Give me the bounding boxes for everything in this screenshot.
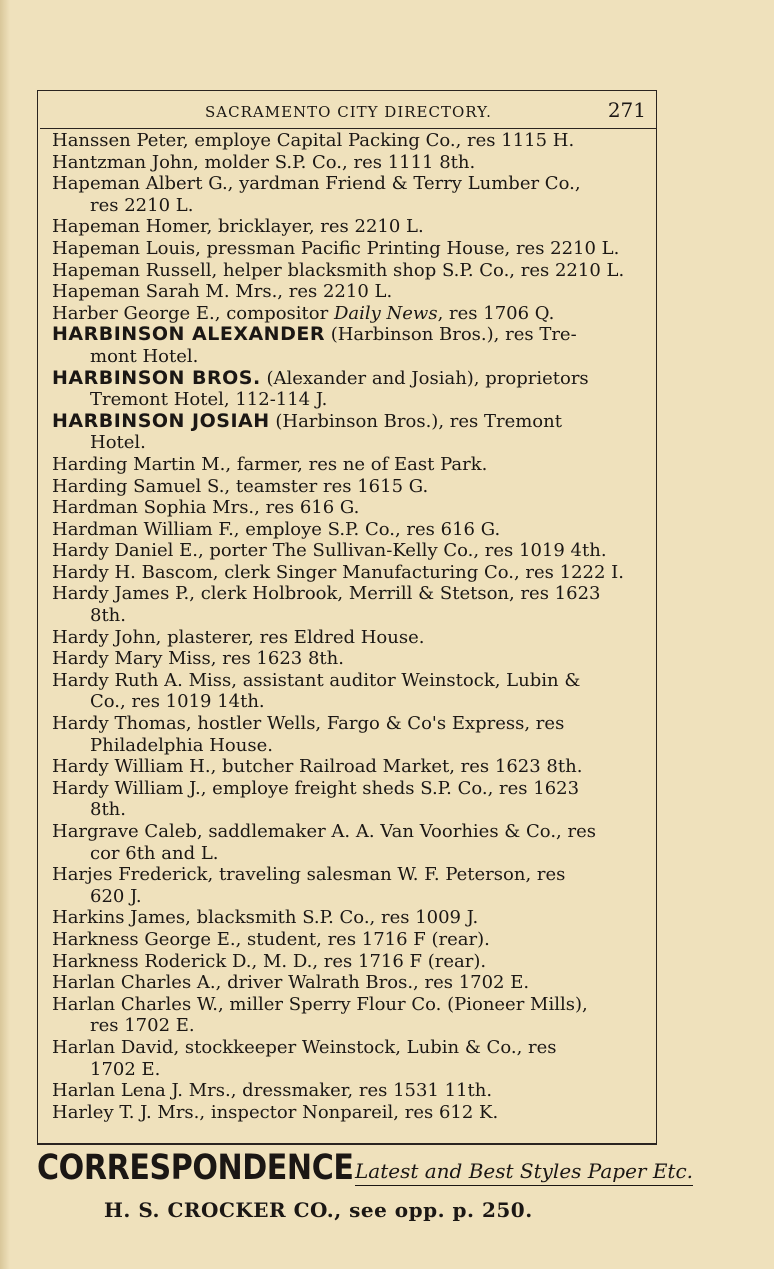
entry-continuation: cor 6th and L.: [90, 842, 219, 864]
ad-headline: CORRESPONDENCE: [37, 1148, 354, 1188]
directory-entry: [52, 713, 648, 756]
publication-name: Daily News: [333, 302, 438, 324]
entry-line: Hardy Mary Miss, res 1623 8th.: [52, 648, 344, 670]
directory-entry: [52, 540, 648, 562]
entry-name: HARBINSON JOSIAH: [52, 409, 270, 432]
entry-line: Hardy John, plasterer, res Eldred House.: [52, 626, 425, 648]
directory-entry: [52, 454, 648, 476]
entry-line: Hapeman Louis, pressman Pacific Printing House, res 2210 L.: [52, 237, 620, 259]
entry-line: Hardy H. Bascom, clerk Singer Manufacturing Co., res 1222 I.: [52, 561, 625, 583]
entry-line: Hargrave Caleb, saddlemaker A. A. Van Voorhies & Co., res: [52, 821, 596, 842]
directory-entry: [52, 583, 648, 626]
running-header: [40, 98, 648, 124]
entry-line: Harding Martin M., farmer, res ne of East Park.: [52, 453, 488, 475]
directory-entry: [52, 476, 648, 498]
entry-line: Hardy James P., clerk Holbrook, Merrill & Stetson, res 1623: [52, 583, 601, 605]
directory-entry: [52, 1080, 648, 1102]
entry-line: [52, 303, 554, 324]
entry-line: Hapeman Albert G., yardman Friend & Terry Lumber Co.,: [52, 173, 581, 195]
entry-line: Harkness George E., student, res 1716 F (rear).: [52, 928, 490, 950]
entry-continuation: res 1702 E.: [90, 1015, 195, 1037]
entry-line: Hardman William F., employe S.P. Co., res 616 G.: [52, 518, 501, 540]
entry-line: Hardy Daniel E., porter The Sullivan-Kelly Co., res 1019 4th.: [52, 540, 607, 562]
directory-entry: [52, 951, 648, 973]
entry-line: [52, 368, 589, 389]
entry-line: Hardy William J., employe freight sheds S.P. Co., res 1623: [52, 777, 580, 799]
directory-entry: [52, 994, 648, 1037]
entry-line: Harding Samuel S., teamster res 1615 G.: [52, 475, 429, 497]
directory-title: SACRAMENTO CITY DIRECTORY.: [205, 103, 492, 121]
directory-entry: [52, 324, 648, 367]
entry-name: HARBINSON BROS.: [52, 366, 261, 389]
directory-entry: [52, 173, 648, 216]
directory-entry: [52, 519, 648, 541]
directory-entry: [52, 1102, 648, 1124]
entry-line: [52, 411, 562, 432]
directory-entry: [52, 864, 648, 907]
header-rule: [40, 128, 657, 129]
entry-continuation: Philadelphia House.: [90, 734, 273, 756]
entry-continuation: res 2210 L.: [90, 194, 194, 216]
entry-continuation: 8th.: [90, 605, 126, 627]
directory-entry: [52, 152, 648, 174]
entry-details: (Alexander and Josiah), proprietors: [260, 367, 589, 389]
entry-line: Hantzman John, molder S.P. Co., res 1111 8th.: [52, 151, 476, 173]
entry-line: Harlan Charles A., driver Walrath Bros., res 1702 E.: [52, 972, 530, 994]
entry-line: Harkness Roderick D., M. D., res 1716 F (rear).: [52, 950, 487, 972]
entry-line: Hapeman Sarah M. Mrs., res 2210 L.: [52, 281, 393, 303]
entry-continuation: 8th.: [90, 799, 126, 821]
directory-entry: [52, 670, 648, 713]
page-edge: [0, 0, 10, 1269]
directory-entry: [52, 216, 648, 238]
entry-line: Harley T. J. Mrs., inspector Nonpareil, res 612 K.: [52, 1101, 499, 1123]
directory-entry: [52, 562, 648, 584]
entry-line: Harlan David, stockkeeper Weinstock, Lubin & Co., res: [52, 1036, 557, 1058]
page-number: 271: [607, 98, 646, 122]
entry-name: HARBINSON ALEXANDER: [52, 323, 325, 346]
entry-line: Hanssen Peter, employe Capital Packing Co., res 1115 H.: [52, 130, 575, 151]
ad-publisher: H. S. CROCKER CO., see opp. p. 250.: [104, 1198, 533, 1222]
entry-text: , res 1706 Q.: [437, 302, 555, 324]
directory-entry: [52, 303, 648, 325]
entry-line: [52, 324, 577, 345]
directory-entry: [52, 260, 648, 282]
entry-continuation: 620 J.: [90, 885, 142, 907]
advertisement: [37, 1148, 694, 1192]
ad-tagline: Latest and Best Styles Paper Etc.: [355, 1159, 693, 1186]
entry-details: (Harbinson Bros.), res Tremont: [269, 410, 562, 432]
directory-entry: [52, 1037, 648, 1080]
entry-line: Hardy William H., butcher Railroad Market, res 1623 8th.: [52, 756, 583, 778]
directory-entries: [52, 130, 648, 1123]
entry-continuation: Hotel.: [90, 432, 146, 454]
entry-line: Harkins James, blacksmith S.P. Co., res 1009 J.: [52, 907, 479, 929]
entry-line: Hapeman Homer, bricklayer, res 2210 L.: [52, 216, 424, 238]
directory-entry: [52, 821, 648, 864]
entry-text: Harber George E., compositor: [52, 302, 334, 324]
entry-line: Harlan Lena J. Mrs., dressmaker, res 1531 11th.: [52, 1080, 493, 1102]
entry-line: Hapeman Russell, helper blacksmith shop S.P. Co., res 2210 L.: [52, 259, 625, 281]
entry-line: Hardman Sophia Mrs., res 616 G.: [52, 497, 360, 519]
entry-details: (Harbinson Bros.), res Tre-: [324, 324, 577, 346]
directory-entry: [52, 281, 648, 303]
entry-continuation: 1702 E.: [90, 1058, 161, 1080]
directory-entry: [52, 497, 648, 519]
directory-entry: [52, 130, 648, 152]
directory-entry: [52, 907, 648, 929]
directory-entry: [52, 756, 648, 778]
entry-continuation: Tremont Hotel, 112-114 J.: [90, 389, 328, 411]
directory-entry: [52, 627, 648, 649]
directory-entry: [52, 411, 648, 454]
entry-line: Harlan Charles W., miller Sperry Flour Co. (Pioneer Mills),: [52, 993, 588, 1015]
entry-continuation: Co., res 1019 14th.: [90, 691, 265, 713]
directory-entry: [52, 238, 648, 260]
entry-line: Hardy Thomas, hostler Wells, Fargo & Co's Express, res: [52, 713, 565, 735]
directory-entry: [52, 368, 648, 411]
directory-entry: [52, 778, 648, 821]
directory-entry: [52, 648, 648, 670]
directory-entry: [52, 972, 648, 994]
directory-entry: [52, 929, 648, 951]
entry-line: Hardy Ruth A. Miss, assistant auditor Weinstock, Lubin &: [52, 669, 581, 691]
entry-continuation: mont Hotel.: [90, 345, 199, 367]
entry-line: Harjes Frederick, traveling salesman W. F. Peterson, res: [52, 864, 566, 886]
